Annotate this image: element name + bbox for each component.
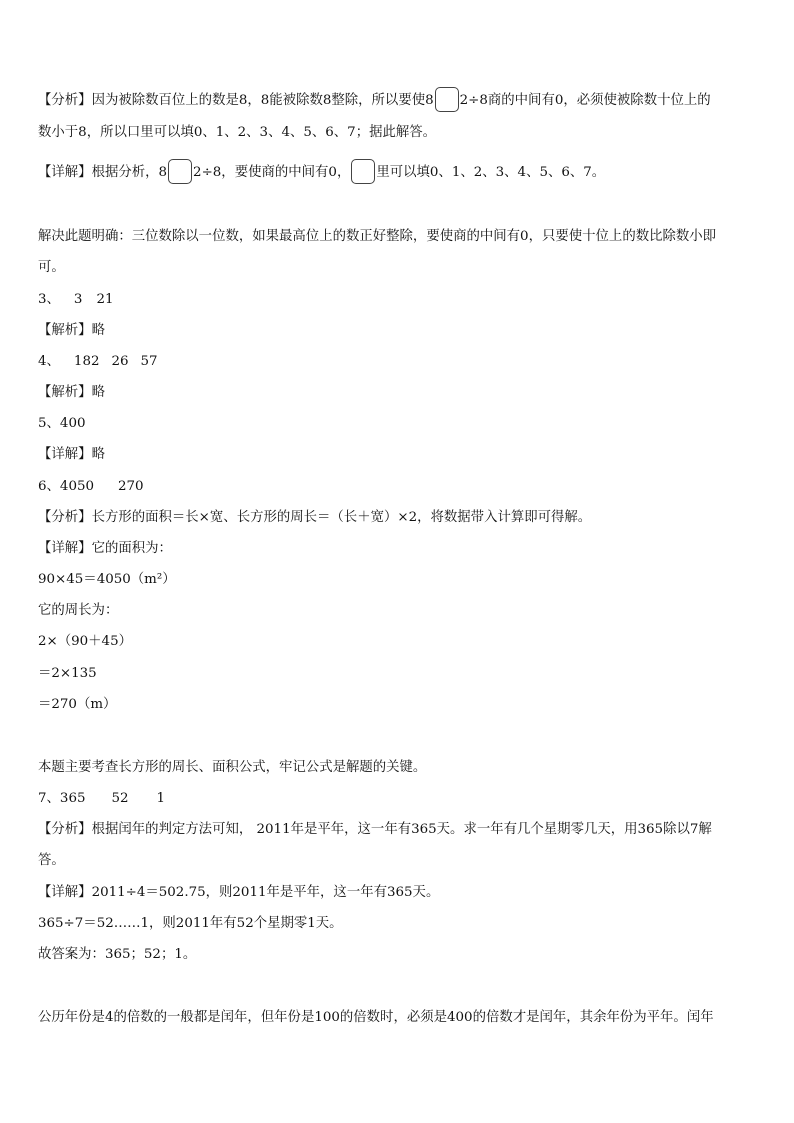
q4-explain-line	[38, 384, 105, 402]
detail-text-part3: 里可以填0、1、2、3、4、5、6、7。	[376, 165, 606, 180]
q2-summary-line2: 可。	[38, 260, 65, 275]
q6-answer-line	[38, 478, 144, 496]
analysis-text: 根据闰年的判定方法可知， 2011年是平年，这一年有365天。求一年有几个星期零几天，用365除以7解	[91, 822, 712, 837]
q6-analysis-line	[38, 509, 591, 527]
detail-text-part2: 2÷8，要使商的中间有0，	[193, 165, 351, 180]
q2-analysis-line1	[38, 88, 711, 113]
answer-value: 26	[111, 354, 129, 369]
detail-text: 略	[91, 447, 105, 462]
analysis-text: 长方形的面积＝长×宽、长方形的周长＝（长＋宽）×2，将数据带入计算即可得解。	[91, 510, 592, 525]
answer-value: 1	[156, 791, 166, 806]
q6-detail-line	[38, 540, 172, 558]
explain-text: 略	[91, 385, 105, 400]
q6-perimeter-label: 它的周长为：	[38, 603, 119, 618]
detail-tag: 【详解】	[38, 447, 92, 462]
explain-tag: 【解析】	[38, 385, 92, 400]
detail-tag: 【详解】	[38, 541, 92, 556]
q6-perimeter-calc2: ＝2×135	[38, 666, 97, 681]
answer-value: 365	[59, 791, 86, 806]
explain-tag: 【解析】	[38, 323, 92, 338]
q5-detail-line	[38, 446, 105, 464]
detail-tag: 【详解】	[38, 165, 92, 180]
analysis-tag: 【分析】	[38, 510, 92, 525]
answer-blank-box	[435, 87, 459, 112]
q6-area-calc: 90×45＝4050（m²）	[38, 572, 176, 587]
answer-blank-box	[168, 159, 192, 184]
question-number: 6、	[38, 479, 60, 494]
detail-tag: 【详解】	[38, 885, 92, 900]
q6-summary: 本题主要考查长方形的周长、面积公式，牢记公式是解题的关键。	[38, 760, 427, 775]
q7-analysis-line2: 答。	[38, 853, 65, 868]
q6-perimeter-calc1: 2×（90＋45）	[38, 634, 132, 649]
answer-value: 182	[73, 354, 100, 369]
detail-text-part1: 根据分析，8	[91, 165, 168, 180]
answer-value: 270	[118, 479, 144, 494]
q3-answer-line	[38, 291, 114, 309]
q7-final-answer: 故答案为：365；52；1。	[38, 947, 197, 962]
question-number: 4、	[38, 354, 60, 369]
q7-answer-line	[38, 790, 165, 808]
answer-value: 3	[73, 292, 83, 307]
answer-value: 57	[140, 354, 158, 369]
analysis-text-part1: 因为被除数百位上的数是8，8能被除数8整除，所以要使8	[91, 93, 434, 108]
analysis-text-part2: 2÷8商的中间有0，必须使被除数十位上的	[459, 93, 711, 108]
q2-detail-line	[38, 160, 605, 185]
q2-analysis-line2: 数小于8，所以口里可以填0、1、2、3、4、5、6、7；据此解答。	[38, 125, 437, 140]
explain-text: 略	[91, 323, 105, 338]
q7-summary: 公历年份是4的倍数的一般都是闰年，但年份是100的倍数时，必须是400的倍数才是闰年，其余年份为平年。闰年	[38, 1010, 714, 1025]
answer-value: 4050	[59, 479, 94, 494]
detail-text: 它的面积为：	[91, 541, 172, 556]
q5-answer-line	[38, 415, 85, 433]
answer-blank-box	[351, 159, 375, 184]
answer-value: 21	[96, 292, 114, 307]
q4-answer-line	[38, 353, 158, 371]
q6-perimeter-calc3: ＝270（m）	[38, 697, 117, 712]
analysis-tag: 【分析】	[38, 93, 92, 108]
q3-explain-line	[38, 322, 105, 340]
q7-analysis-line1	[38, 821, 712, 839]
question-number: 3、	[38, 292, 60, 307]
question-number: 5、	[38, 416, 60, 431]
q7-detail-line1	[38, 884, 439, 902]
answer-value: 400	[59, 416, 86, 431]
detail-text: 2011÷4＝502.75，则2011年是平年，这一年有365天。	[91, 885, 440, 900]
analysis-tag: 【分析】	[38, 822, 92, 837]
answer-value: 52	[111, 791, 129, 806]
q7-detail-line2: 365÷7＝52……1，则2011年有52个星期零1天。	[38, 916, 343, 931]
q2-summary-line1: 解决此题明确：三位数除以一位数，如果最高位上的数正好整除，要使商的中间有0，只要使十位上的数比除数小即	[38, 229, 717, 244]
question-number: 7、	[38, 791, 60, 806]
